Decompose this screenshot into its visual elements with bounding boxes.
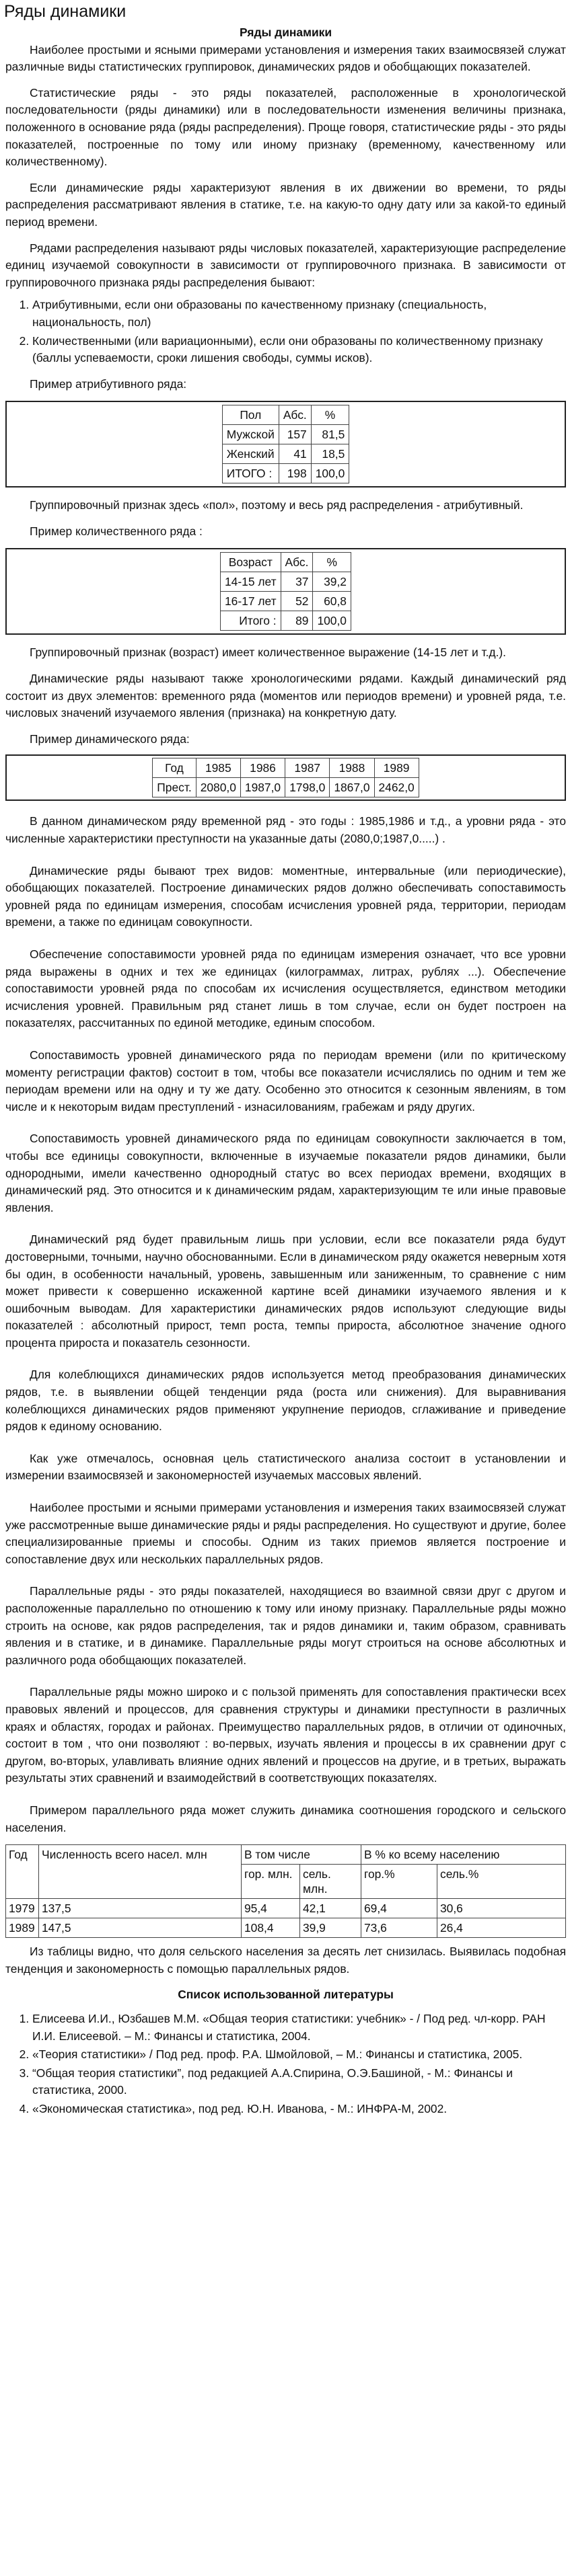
- table-cell: 108,4: [242, 1918, 300, 1938]
- reference-item: 2. «Теория статистики» / Под ред. проф. Р.А. Шмойловой, – М.: Финансы и статистика, 2005.: [32, 2046, 566, 2064]
- table-header: Абс.: [281, 553, 313, 572]
- table-cell: 16-17 лет: [221, 592, 281, 611]
- table-header: сель. млн.: [300, 1865, 361, 1899]
- table-cell: 2462,0: [374, 778, 419, 797]
- table-cell: Женский: [222, 444, 279, 464]
- table-cell: 2080,0: [196, 778, 240, 797]
- table-row: [153, 778, 419, 797]
- distribution-types-list: [5, 297, 566, 366]
- table-cell: 81,5: [311, 425, 349, 444]
- paragraph: Сопоставимость уровней динамического ряда по периодам времени (или по критическому моменту регистрации фактов) состоит в том, чтобы все показатели исчислялись по одним и тем же периодам времени или на одну и ту же дату. Особенно это относится к сезонным явлениям, в том числе и к некоторым видам преступлений - изнасилованиям, грабежам и ряду других.: [5, 1048, 566, 1114]
- reference-item: 4. «Экономическая статистика», под ред. Ю.Н. Иванова, - М.: ИНФРА-М, 2002.: [32, 2101, 566, 2118]
- table-cell: 69,4: [361, 1899, 437, 1918]
- table-cell: 100,0: [311, 464, 349, 483]
- paragraph: Динамические ряды называют также хронологическими рядами. Каждый динамический ряд состоит из двух элементов: временного ряда (моментов или периодов времени) и уровней ряда, т.е. числовых значений изучаемого явления (признака) на конкретную дату.: [5, 672, 566, 720]
- table-cell: 26,4: [437, 1918, 566, 1938]
- table-row: [6, 1899, 566, 1918]
- table-header: %: [311, 405, 349, 425]
- table-cell: Итого :: [221, 611, 281, 631]
- table-cell: 37: [281, 572, 313, 592]
- table-cell: 1986: [240, 758, 285, 778]
- table-cell: 100,0: [313, 611, 351, 631]
- example-label: Пример динамического ряда:: [30, 732, 190, 746]
- table-cell: ИТОГО :: [222, 464, 279, 483]
- list-item: 2. Количественными (или вариационными), если они образованы по количественному признаку (баллы успеваемости, сроки лишения свободы, суммы исков).: [32, 333, 566, 367]
- paragraph: В данном динамическом ряду временной ряд - это годы : 1985,1986 и т.д., а уровни ряда - это численные характеристики преступности на указанные даты (2080,0;1987,0.....) .: [5, 814, 566, 846]
- table-cell: 137,5: [39, 1899, 242, 1918]
- paragraph: Обеспечение сопоставимости уровней ряда по единицам измерения означает, что все уровни ряда выражены в одних и тех же единицах (килограммах, литрах, рублях ...). Обеспечение сопоставимости уровней ряда по способам их исчисления осуществляется, единством методики исчисления уровней. Правильным ряд станет лишь в том случае, если он будет построен на показателях, рассчитанных по единой методике, единым способом.: [5, 947, 566, 1030]
- table-cell: 73,6: [361, 1918, 437, 1938]
- paragraph: Наиболее простыми и ясными примерами установления и измерения таких взаимосвязей служат различные виды статистических группировок, динамических рядов и обобщающих показателей.: [5, 42, 566, 74]
- paragraph: Статистические ряды - это ряды показателей, расположенные в хронологической последовательности (ряды динамики) или в последовательности изменения величины признака, положенного в основание ряда (ряды распределения). Проще говоря, статистические ряды - это ряды показателей, построенные по тому или иному признаку (временному, качественному или количественному).: [5, 85, 566, 169]
- table-header: Год: [6, 1845, 39, 1899]
- paragraph: Сопоставимость уровней динамического ряда по единицам совокупности заключается в том, чтобы все единицы совокупности, включенные в изучаемые показатели рядов динамики, были однородными, имели качественно однородный статус во всех периодах времени, входящих в динамический ряд. Это относится и к динамическим рядам, характеризующим те или иные правовые явления.: [5, 1132, 566, 1214]
- reference-item: 3. “Общая теория статистики”, под редакцией А.А.Спирина, О.Э.Башиной, - М.: Финансы и статистика, 2000.: [32, 2065, 566, 2099]
- table-cell: 1987: [285, 758, 330, 778]
- table-cell: 1985: [196, 758, 240, 778]
- paragraph: Как уже отмечалось, основная цель статистического анализа состоит в установлении и измерении взаимосвязей и закономерностей изучаемых массовых явлений.: [5, 1451, 566, 1483]
- table-header: Пол: [222, 405, 279, 425]
- paragraph: Если динамические ряды характеризуют явления в их движении во времени, то ряды распределения рассматривают явления в статике, т.е. на какую-то одну дату или за какой-то единый период времени.: [5, 180, 566, 229]
- table-cell: 41: [279, 444, 311, 464]
- attributive-table: [222, 405, 350, 483]
- table-cell: 1989: [6, 1918, 39, 1938]
- table-cell: 1987,0: [240, 778, 285, 797]
- table-header: гор. млн.: [242, 1865, 300, 1899]
- example-label: Пример количественного ряда :: [30, 524, 203, 538]
- table-cell: Прест.: [153, 778, 196, 797]
- paragraph: Динамические ряды бывают трех видов: моментные, интервальные (или периодические), обобщающих показателей. Построение динамических рядов должно обеспечивать сопоставимость уровней ряда по единицам измерения, способам исчисления уровней ряда, территории, периодам времени, а также по единицам совокупности.: [5, 863, 566, 929]
- table-cell: 1979: [6, 1899, 39, 1918]
- table-cell: 198: [279, 464, 311, 483]
- table-cell: 1989: [374, 758, 419, 778]
- table-cell: 39,9: [300, 1918, 361, 1938]
- table-header: гор.%: [361, 1865, 437, 1899]
- list-item: 1. Атрибутивными, если они образованы по качественному признаку (специальность, национальность, пол): [32, 297, 566, 331]
- paragraph: Из таблицы видно, что доля сельского населения за десять лет снизилась. Выявилась подобная тенденция и закономерность с помощью параллельных рядов.: [5, 1945, 566, 1976]
- table-header: Абс.: [279, 405, 311, 425]
- table-row: [222, 444, 349, 464]
- table-cell: 147,5: [39, 1918, 242, 1938]
- table-cell: Мужской: [222, 425, 279, 444]
- attributive-table-box: [5, 401, 566, 487]
- table-cell: 1867,0: [330, 778, 374, 797]
- table-header: В том числе: [242, 1845, 361, 1865]
- quantitative-table-box: [5, 548, 566, 635]
- paragraph: Параллельные ряды можно широко и с пользой применять для сопоставления практически всех правовых явлений и процессов, для сравнения структуры и динамики преступности в различных краях и областях, городах и районах. Преимущество параллельных рядов, в отличии от одиночных, состоит в том , что они позволяют : во-первых, изучать явления и процессы в их сравнении друг с другом, во-вторых, улавливать влияние одних явлений и процессов на другие, и в третьих, выражать результаты этих сравнений и взаимодействий в соответствующих показателях.: [5, 1685, 566, 1785]
- table-cell: 30,6: [437, 1899, 566, 1918]
- population-table: [5, 1844, 566, 1938]
- quantitative-table: [220, 552, 351, 631]
- table-cell: 18,5: [311, 444, 349, 464]
- table-cell: 1988: [330, 758, 374, 778]
- paragraph: Группировочный признак здесь «пол», поэтому и весь ряд распределения - атрибутивный.: [30, 498, 524, 512]
- table-cell: 52: [281, 592, 313, 611]
- references-heading: Список использованной литературы: [178, 1988, 394, 2002]
- table-cell: 157: [279, 425, 311, 444]
- table-row: [6, 1918, 566, 1938]
- table-row: [222, 464, 349, 483]
- table-cell: Год: [153, 758, 196, 778]
- table-row: [221, 572, 351, 592]
- paragraph: Примером параллельного ряда может служить динамика соотношения городского и сельского населения.: [5, 1803, 566, 1834]
- paragraph: Группировочный признак (возраст) имеет количественное выражение (14-15 лет и т.д.).: [30, 646, 506, 660]
- table-header-row: [6, 1845, 566, 1865]
- paragraph: Для колеблющихся динамических рядов используется метод преобразования динамических рядов, т.е. в выявлении общей тенденции ряда (роста или снижения). Для выравнивания колеблющихся динамических рядов применяют укрупнение периодов, сглаживание и приведение рядов к единому основанию.: [5, 1368, 566, 1434]
- example-label: Пример атрибутивного ряда:: [30, 377, 187, 391]
- table-header: %: [313, 553, 351, 572]
- table-row: [222, 425, 349, 444]
- paragraph: Рядами распределения называют ряды числовых показателей, характеризующие распределение единиц изучаемой совокупности в зависимости от группировочного признака. В зависимости от группировочного признака ряды распределения бывают:: [5, 241, 566, 289]
- paragraph: Наиболее простыми и ясными примерами установления и измерения таких взаимосвязей служат уже рассмотренные выше динамические ряды и ряды распределения. Но существуют и другие, более специализированные приемы и способы. Одним из таких приемов является построение и сопоставление двух или нескольких параллельных рядов.: [5, 1501, 566, 1566]
- page-title: Ряды динамики: [4, 2, 127, 21]
- table-header-row: [222, 405, 349, 425]
- paragraph: Параллельные ряды - это ряды показателей, находящиеся во взаимной связи друг с другом и расположенные параллельно по отношению к тому или иному признаку. Параллельные ряды можно строить на основе, как рядов распределения, так и рядов динамики и, таким образом, сравнивать явления и в статике, и в динамике. Параллельные ряды могут строиться на основе абсолютных и различного рода обобщающих показателей.: [5, 1584, 566, 1667]
- table-row: [221, 592, 351, 611]
- table-cell: 42,1: [300, 1899, 361, 1918]
- table-header-row: [221, 553, 351, 572]
- document-body: [5, 24, 566, 2119]
- section-heading: Ряды динамики: [239, 26, 332, 39]
- table-header: сель.%: [437, 1865, 566, 1899]
- dynamic-table: [152, 758, 419, 797]
- table-row: [153, 758, 419, 778]
- table-header: Численность всего насел. млн: [39, 1845, 242, 1899]
- table-row: [221, 611, 351, 631]
- table-header: Возраст: [221, 553, 281, 572]
- paragraph: Динамический ряд будет правильным лишь при условии, если все показатели ряда будут достоверными, точными, научно обоснованными. Если в динамическом ряду окажется неверным хотя бы один, в особенности начальный, уровень, завышенным или заниженным, то сравнение с ним может привести к совершенно искаженной картине всей динамики изучаемого явления и к ошибочным выводам. Для характеристики динамических рядов используют следующие виды показателей : абсолютный прирост, темп роста, темпы прироста, абсолютное значение одного процента прироста и показатель сезонности.: [5, 1233, 566, 1350]
- table-cell: 60,8: [313, 592, 351, 611]
- references-list: [5, 2011, 566, 2118]
- table-cell: 39,2: [313, 572, 351, 592]
- table-cell: 14-15 лет: [221, 572, 281, 592]
- dynamic-table-box: [5, 754, 566, 801]
- table-cell: 1798,0: [285, 778, 330, 797]
- reference-item: 1. Елисеева И.И., Юзбашев М.М. «Общая теория статистики: учебник» - / Под ред. чл-корр. РАН И.И. Елисеевой. – М.: Финансы и статистика, 2004.: [32, 2011, 566, 2045]
- table-header: В % ко всему населению: [361, 1845, 566, 1865]
- table-cell: 89: [281, 611, 313, 631]
- table-cell: 95,4: [242, 1899, 300, 1918]
